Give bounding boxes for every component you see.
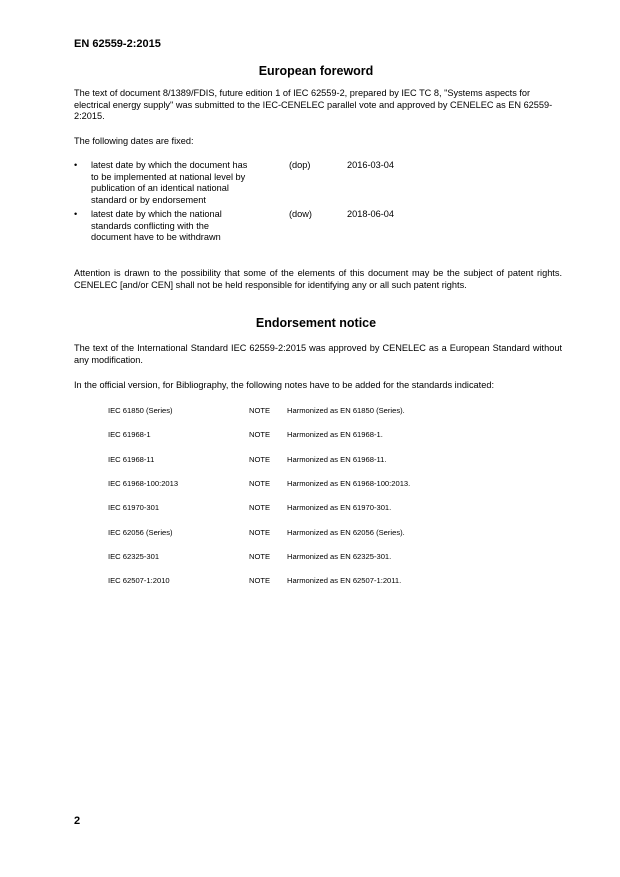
note-text: Harmonized as EN 61968-1. [287,430,383,439]
note-label: NOTE [249,455,271,464]
note-text: Harmonized as EN 61968-100:2013. [287,479,411,488]
note-label: NOTE [249,479,271,488]
note-label: NOTE [249,528,271,537]
note-text: Harmonized as EN 61968-11. [287,455,387,464]
date-value: 2016-03-04 [347,160,394,170]
note-text: Harmonized as EN 61970-301. [287,503,392,512]
description-line: to be implemented at national level by [91,171,246,182]
dates-intro: The following dates are fixed: [74,136,194,146]
endorsement-paragraph: The text of the International Standard IEC 62559-2:2015 was approved by CENELEC as a European Standard without any modification. [74,343,562,365]
description-line: latest date by which the document has [91,160,248,170]
date-item-description [91,209,269,244]
foreword-intro-paragraph: The text of document 8/1389/FDIS, future edition 1 of IEC 62559-2, prepared by IEC TC 8, "Systems aspects for electrical energy supply" was submitted to the IEC-CENELEC parallel vote and approved by CENELEC as EN 62559-2:2015. [74,88,553,122]
endorsement-heading: Endorsement notice [255,316,377,330]
description-line: publication of an identical national [91,183,229,194]
standard-reference: IEC 62056 (Series) [108,528,173,537]
date-value: 2018-06-04 [347,209,394,219]
note-text: Harmonized as EN 62056 (Series). [287,528,405,537]
note-label: NOTE [249,503,271,512]
bullet: • [74,209,78,219]
standard-reference: IEC 62507-1:2010 [108,576,170,585]
standard-reference: IEC 61970-301 [108,503,160,512]
date-item-description [91,160,269,206]
note-label: NOTE [249,406,271,415]
page-number: 2 [74,815,81,827]
standard-reference: IEC 62325-301 [108,552,160,561]
document-identifier: EN 62559-2:2015 [74,38,161,50]
description-line: standard or by endorsement [91,194,206,205]
note-text: Harmonized as EN 62507-1:2011. [287,576,402,585]
note-label: NOTE [249,430,271,439]
description-line: latest date by which the national [91,209,222,219]
note-text: Harmonized as EN 61850 (Series). [287,406,405,415]
note-label: NOTE [249,576,271,585]
note-label: NOTE [249,552,271,561]
date-abbreviation: (dop) [289,160,311,170]
bullet: • [74,160,78,170]
notes-intro: In the official version, for Bibliography, the following notes have to be added for the standards indicated: [74,380,494,390]
description-line: standards conflicting with the [91,220,209,231]
description-line: document have to be withdrawn [91,232,221,243]
standard-reference: IEC 61968-100:2013 [108,479,179,488]
standard-reference: IEC 61850 (Series) [108,406,173,415]
foreword-heading: European foreword [258,64,374,78]
date-abbreviation: (dow) [289,209,312,219]
note-text: Harmonized as EN 62325-301. [287,552,392,561]
standard-reference: IEC 61968-11 [108,455,155,464]
patent-attention-paragraph: Attention is drawn to the possibility that some of the elements of this document may be the subject of patent rights. CENELEC [and/or CEN] shall not be held responsible for identifying any or all such patent rights. [74,268,562,290]
standard-reference: IEC 61968-1 [108,430,151,439]
